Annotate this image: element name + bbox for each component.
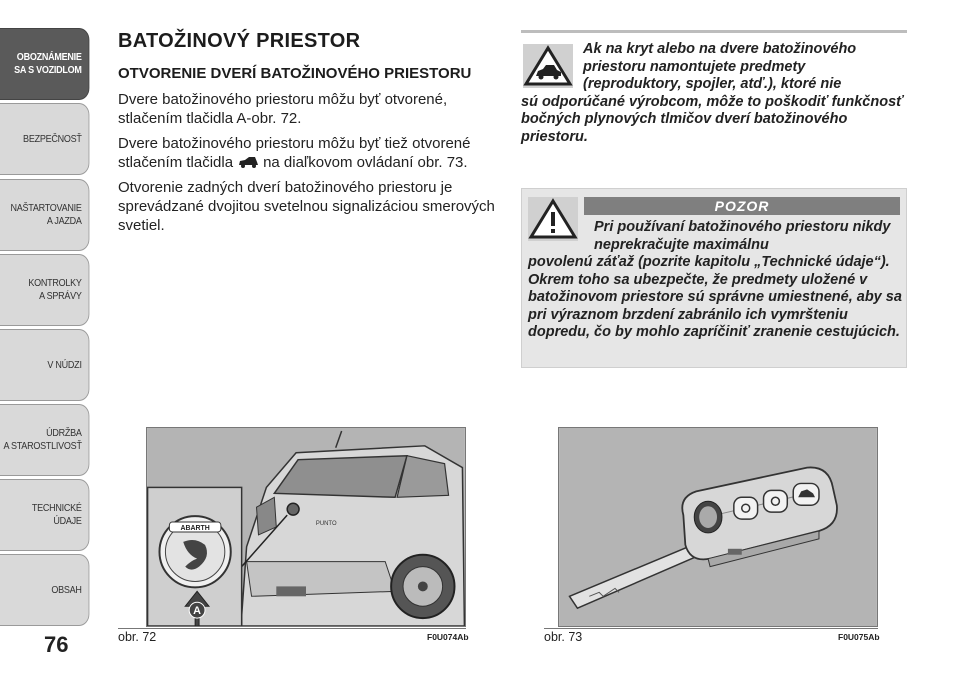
paragraph-button-a: Dvere batožinového priestoru môžu byť otvorené, stlačením tlačidla A-obr. 72. <box>118 91 448 127</box>
warning-text-rest: povolenú záťaž (pozrite kapitolu „Technické údaje“). Okrem toho sa ubezpečte, že predmety uložené v batožinovom priestore sú správne umiestnené, aby sa pri výraznom brzdení zabránilo ich vymršteniu dopredu, čo by mohlo zapríčiniť zranenie cestujúcich. <box>528 254 902 340</box>
main-content <box>118 30 498 241</box>
figure-72-rule <box>118 628 466 629</box>
figure-72-caption: obr. 72 <box>118 630 157 644</box>
tab-obsah[interactable]: OBSAH <box>0 554 89 626</box>
section-heading: OTVORENIE DVERÍ BATOŽINOVÉHO PRIESTORU <box>118 65 472 82</box>
info-text-rest: sú odporúčané výrobcom, môže to poškodiť funkčnosť bočných plynových tlmičov dverí batožinového priestoru. <box>521 93 904 145</box>
marker-a-label: A <box>193 605 202 618</box>
paragraph-signalling: Otvorenie zadných dverí batožinového priestoru je sprevádzané dvojitou svetelnou signalizáciou smerových svetiel. <box>118 179 495 234</box>
key-fob-illustration <box>559 428 877 626</box>
car-warning-icon <box>523 44 573 88</box>
tab-v-nudzi[interactable]: V NÚDZI <box>0 329 89 401</box>
tab-udrzba[interactable]: ÚDRŽBA A STAROSTLIVOSŤ <box>0 404 89 476</box>
figure-73-caption: obr. 73 <box>544 630 583 644</box>
tab-bezpecnost[interactable]: BEZPEČNOSŤ <box>0 103 89 175</box>
figure-73-code: F0U075Ab <box>838 632 880 642</box>
info-note <box>521 30 907 146</box>
paragraph-remote-start: Dvere batožinového priestoru môžu byť tiež otvorené stlačením tlačidla <box>118 135 471 171</box>
tab-kontrolky[interactable]: KONTROLKY A SPRÁVY <box>0 254 89 326</box>
figure-72-car-rear <box>146 427 466 627</box>
page-number: 76 <box>44 632 69 657</box>
page-title: BATOŽINOVÝ PRIESTOR <box>118 30 361 52</box>
car-model-text: PUNTO <box>315 521 337 528</box>
figure-72-code: F0U074Ab <box>427 632 469 642</box>
figure-73-key-fob <box>558 427 878 627</box>
tab-oboznamenie[interactable]: OBOZNÁMENIE SA S VOZIDLOM <box>0 28 89 100</box>
paragraph-remote-end: na diaľkovom ovládaní obr. 73. <box>263 154 468 171</box>
badge-brand-text: ABARTH <box>180 524 210 532</box>
warning-text-first: Pri používaní batožinového priestoru nikdy neprekračujte maximálnu <box>594 219 891 253</box>
tab-nastartovanie[interactable]: NAŠTARTOVANIE A JAZDA <box>0 179 89 251</box>
info-text-first: Ak na kryt alebo na dvere batožinového priestoru namontujete predmety (reproduktory, spojler, atď.), ktoré nie <box>583 41 857 92</box>
paragraph-remote <box>118 134 498 172</box>
figure-73-rule <box>544 628 878 629</box>
trunk-open-icon <box>237 156 259 168</box>
warning-box <box>521 188 907 368</box>
car-rear-illustration <box>147 428 465 626</box>
warning-label: POZOR <box>584 197 900 215</box>
tab-technicke-udaje[interactable]: TECHNICKÉ ÚDAJE <box>0 479 89 551</box>
